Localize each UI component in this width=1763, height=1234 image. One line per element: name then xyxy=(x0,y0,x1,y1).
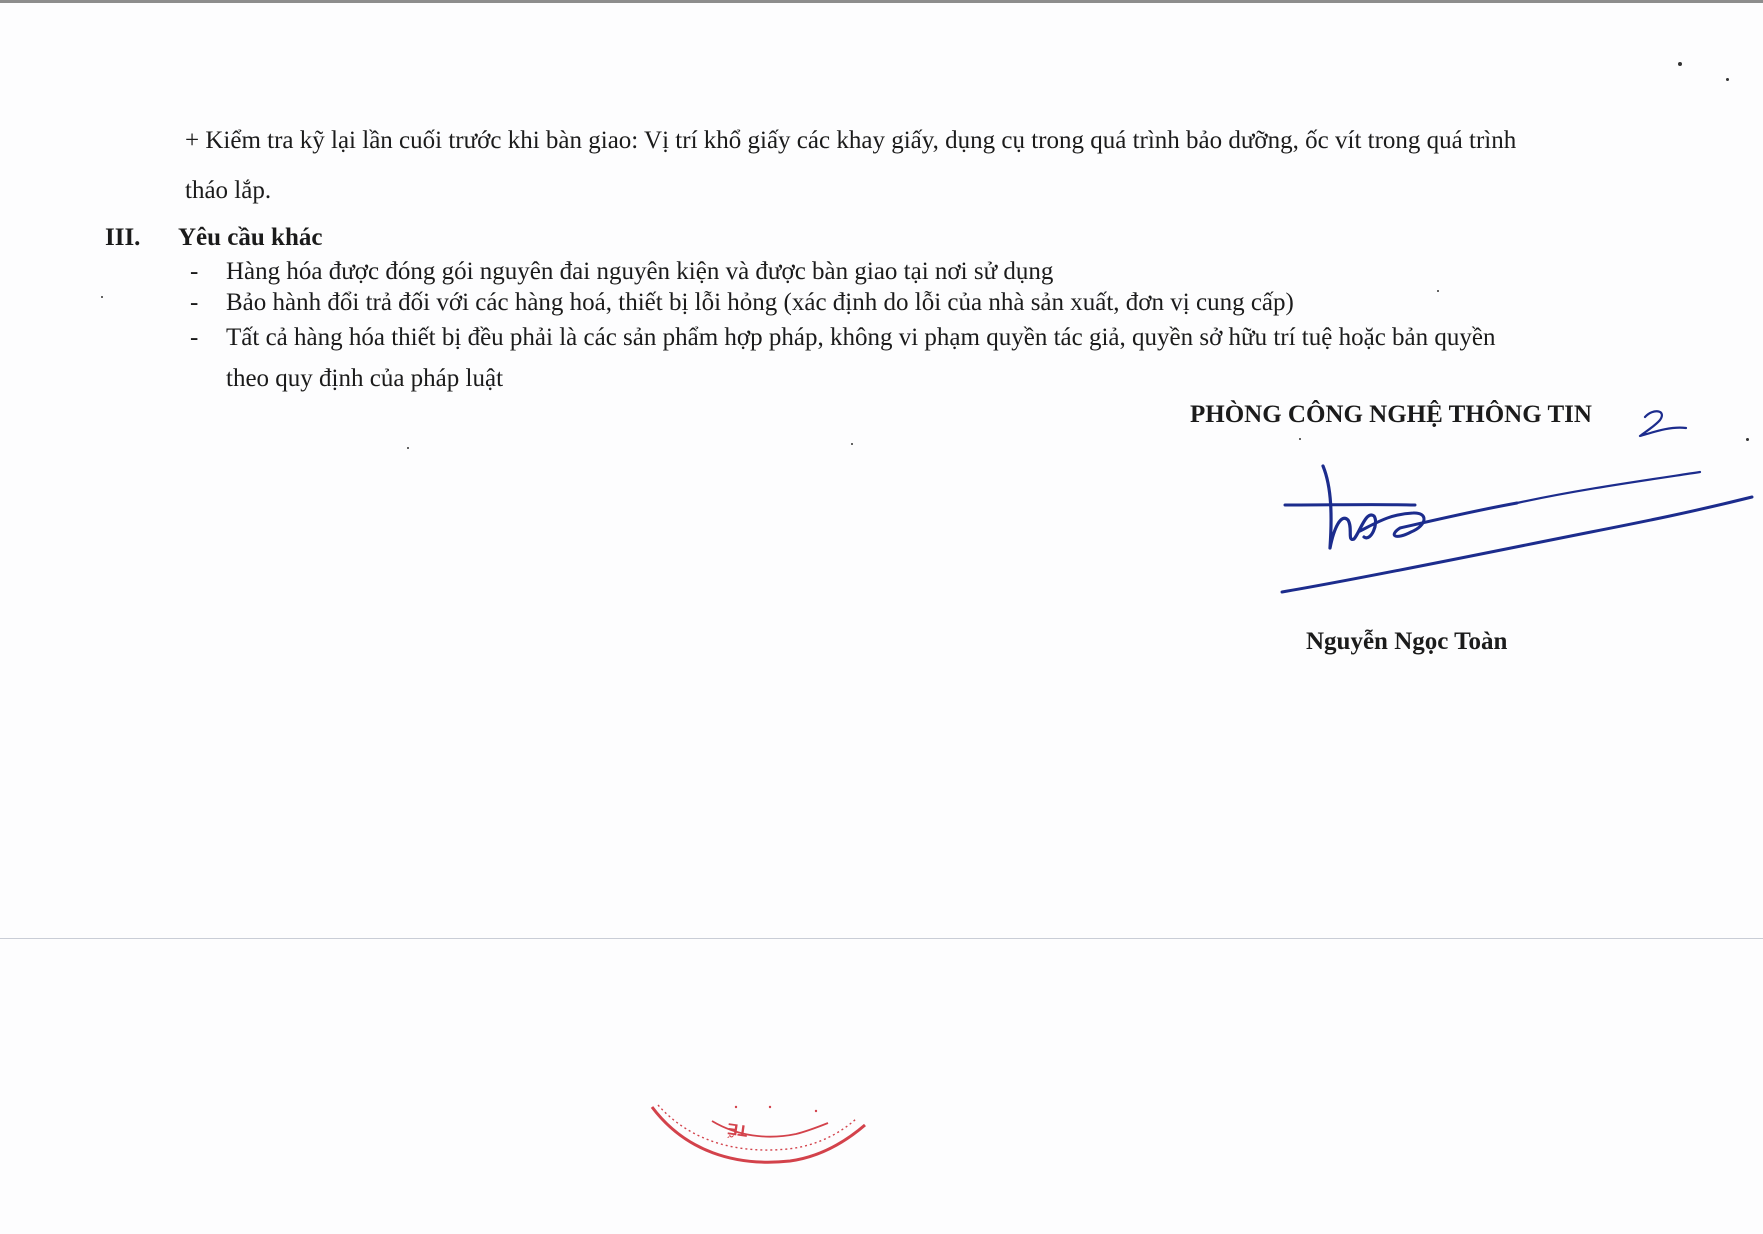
inspection-line-2: tháo lắp. xyxy=(185,177,272,204)
scan-fold-line xyxy=(0,938,1763,939)
scan-speck xyxy=(1678,62,1682,66)
scan-speck xyxy=(1299,438,1301,440)
requirement-bullet: - xyxy=(190,324,199,351)
department-name: PHÒNG CÔNG NGHỆ THÔNG TIN xyxy=(1190,401,1592,428)
initial-mark xyxy=(1625,402,1695,442)
section-title: Yêu cầu khác xyxy=(178,224,323,251)
scan-speck xyxy=(851,443,853,445)
requirement-warranty: Bảo hành đổi trả đối với các hàng hoá, thiết bị lỗi hỏng (xác định do lỗi của nhà sản xuất, đơn vị cung cấp) xyxy=(226,289,1294,316)
scan-top-edge xyxy=(0,0,1763,3)
requirement-legality-line-1: Tất cả hàng hóa thiết bị đều phải là các sản phẩm hợp pháp, không vi phạm quyền tác giả, quyền sở hữu trí tuệ hoặc bản quyền xyxy=(226,324,1496,351)
scan-speck xyxy=(1726,78,1729,81)
scan-speck xyxy=(1437,290,1439,292)
stamp-dot xyxy=(815,1110,817,1112)
red-seal-stamp xyxy=(640,1089,860,1179)
requirement-legality-line-2: theo quy định của pháp luật xyxy=(226,365,504,392)
stamp-dot xyxy=(735,1106,737,1108)
section-number: III. xyxy=(105,224,141,251)
requirement-bullet: - xyxy=(190,289,199,316)
signer-name: Nguyễn Ngọc Toàn xyxy=(1306,628,1508,655)
scan-speck xyxy=(101,296,103,298)
inspection-line-1: + Kiểm tra kỹ lại lần cuối trước khi bàn giao: Vị trí khổ giấy các khay giấy, dụng cụ trong quá trình bảo dưỡng, ốc vít trong quá trình xyxy=(185,127,1517,154)
scan-speck xyxy=(1746,438,1749,441)
requirement-packaging: Hàng hóa được đóng gói nguyên đai nguyên kiện và được bàn giao tại nơi sử dụng xyxy=(226,258,1054,285)
stamp-dot xyxy=(769,1106,771,1108)
requirement-bullet: - xyxy=(190,258,199,285)
scan-speck xyxy=(407,447,409,449)
stamp-lettering: TẾ xyxy=(726,1119,749,1139)
handwritten-signature xyxy=(1275,460,1755,610)
